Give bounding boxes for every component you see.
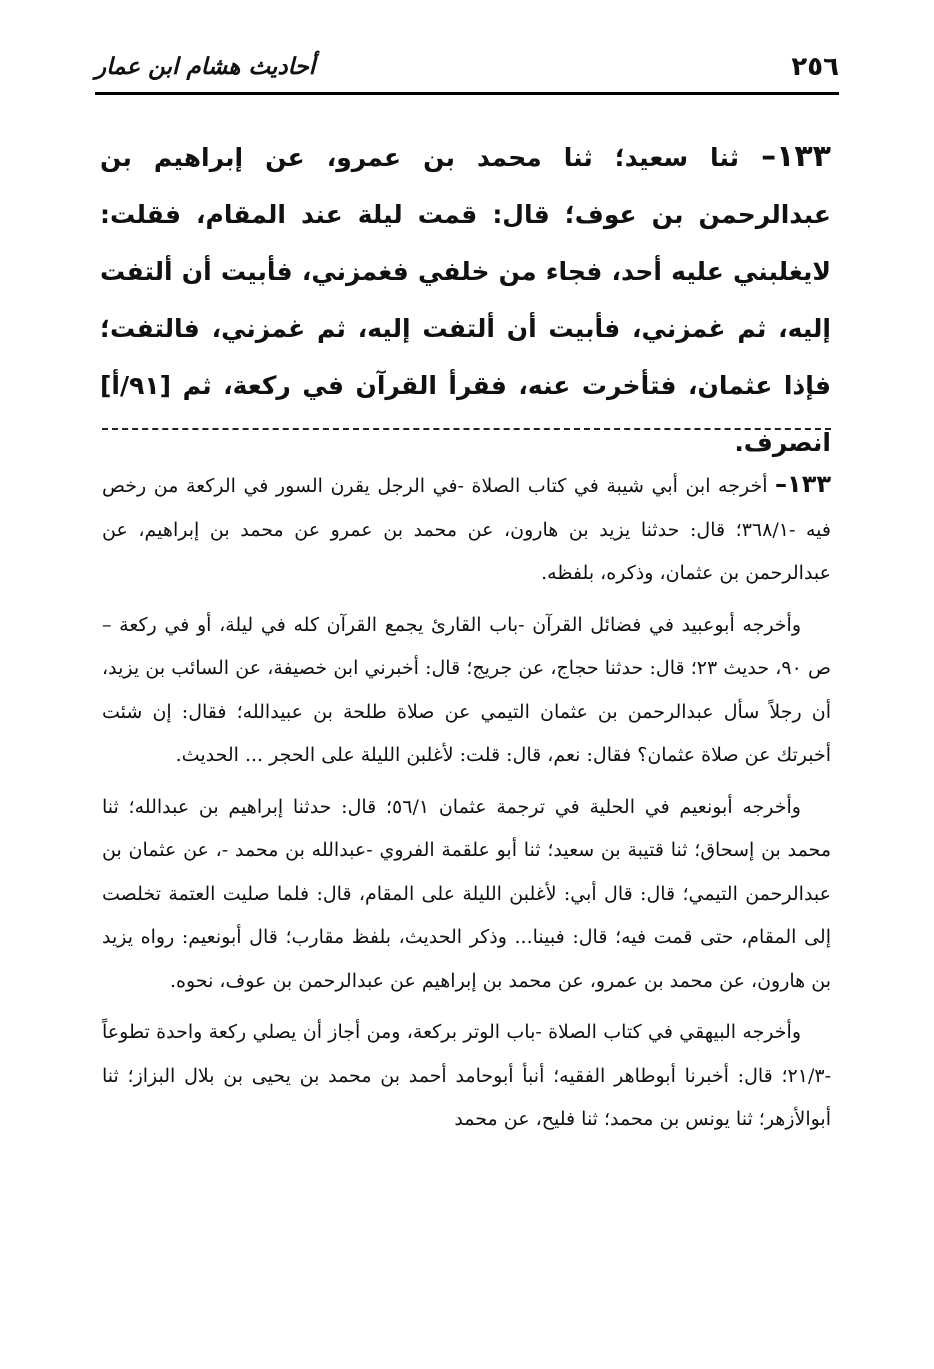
footnote-paragraph: وأخرجه أبوعبيد في فضائل القرآن -باب القارئ يجمع القرآن كله في ليلة، أو في ركعة – ص ٩٠، حديث ٢٣؛ قال: حدثنا حجاج، عن جريج؛ قال: أخبرني ابن خصيفة، عن السائب بن يزيد، أن رجلاً سأل عبدالرحمن بن عثمان التيمي عن صلاة طلحة بن عبيدالله؛ فقال: إن شئت أخبرتك عن صلاة عثمان؟ فقال: نعم، قال: قلت: لأغلبن الليلة على الحجر ... الحديث.	[102, 613, 831, 766]
footnote-text: أخرجه ابن أبي شيبة في كتاب الصلاة -في الرجل يقرن السور في الركعة من رخص فيه -٣٦٨/١؛ قال: حدثنا يزيد بن هارون، عن محمد بن عمرو عن محمد بن إبراهيم، عن عبدالرحمن بن عثمان، وذكره، بلفظه.	[102, 475, 831, 584]
hadith-number: ١٣٣–	[761, 139, 831, 174]
footnote-paragraph: وأخرجه البيهقي في كتاب الصلاة -باب الوتر بركعة، ومن أجاز أن يصلي ركعة واحدة تطوعاً -٢١/٣؛ قال: أخبرنا أبوطاهر الفقيه؛ أنبأ أبوحامد أحمد بن محمد بن يحيى بن بلال البزاز؛ ثنا أبوالأزهر؛ ثنا يونس بن محمد؛ ثنا فليح، عن محمد	[102, 1021, 831, 1130]
footnote-paragraph	[102, 463, 831, 596]
hadith-body: ثنا سعيد؛ ثنا محمد بن عمرو، عن إبراهيم بن عبدالرحمن بن عوف؛ قال: قمت ليلة عند المقام، فقلت: لايغلبني عليه أحد، فجاء من خلفي فغمزني، فأبيت أن ألتفت إليه، ثم غمزني، فأبيت أن ألتفت إليه، ثم غمزني، فالتفت؛ فإذا عثمان، فتأخرت عنه، فقرأ القرآن في ركعة، ثم [٩١/أ] انصرف.	[100, 143, 831, 457]
footnote-number: ١٣٣–	[775, 470, 831, 498]
page-number: ٢٥٦	[791, 52, 839, 82]
hadith-text-block	[100, 128, 831, 471]
footnote-separator	[102, 428, 831, 430]
book-title: أحاديث هشام ابن عمار	[95, 54, 316, 80]
footnote-paragraph: وأخرجه أبونعيم في الحلية في ترجمة عثمان ٥٦/١؛ قال: حدثنا إبراهيم بن عبدالله؛ ثنا محمد بن إسحاق؛ ثنا قتيبة بن سعيد؛ ثنا أبو علقمة الفروي -عبدالله بن محمد -، عن عثمان بن عبدالرحمن التيمي؛ قال: قال أبي: لأغلبن الليلة على المقام، قال: فلما صليت العتمة تخلصت إلى المقام، حتى قمت فيه؛ قال: فبينا... وذكر الحديث، بلفظ مقارب؛ قال أبونعيم: رواه يزيد بن هارون، عن محمد بن عمرو، عن محمد بن إبراهيم عن عبدالرحمن بن عوف، نحوه.	[102, 795, 831, 992]
footnotes-block	[102, 463, 831, 1150]
running-header	[95, 52, 839, 95]
